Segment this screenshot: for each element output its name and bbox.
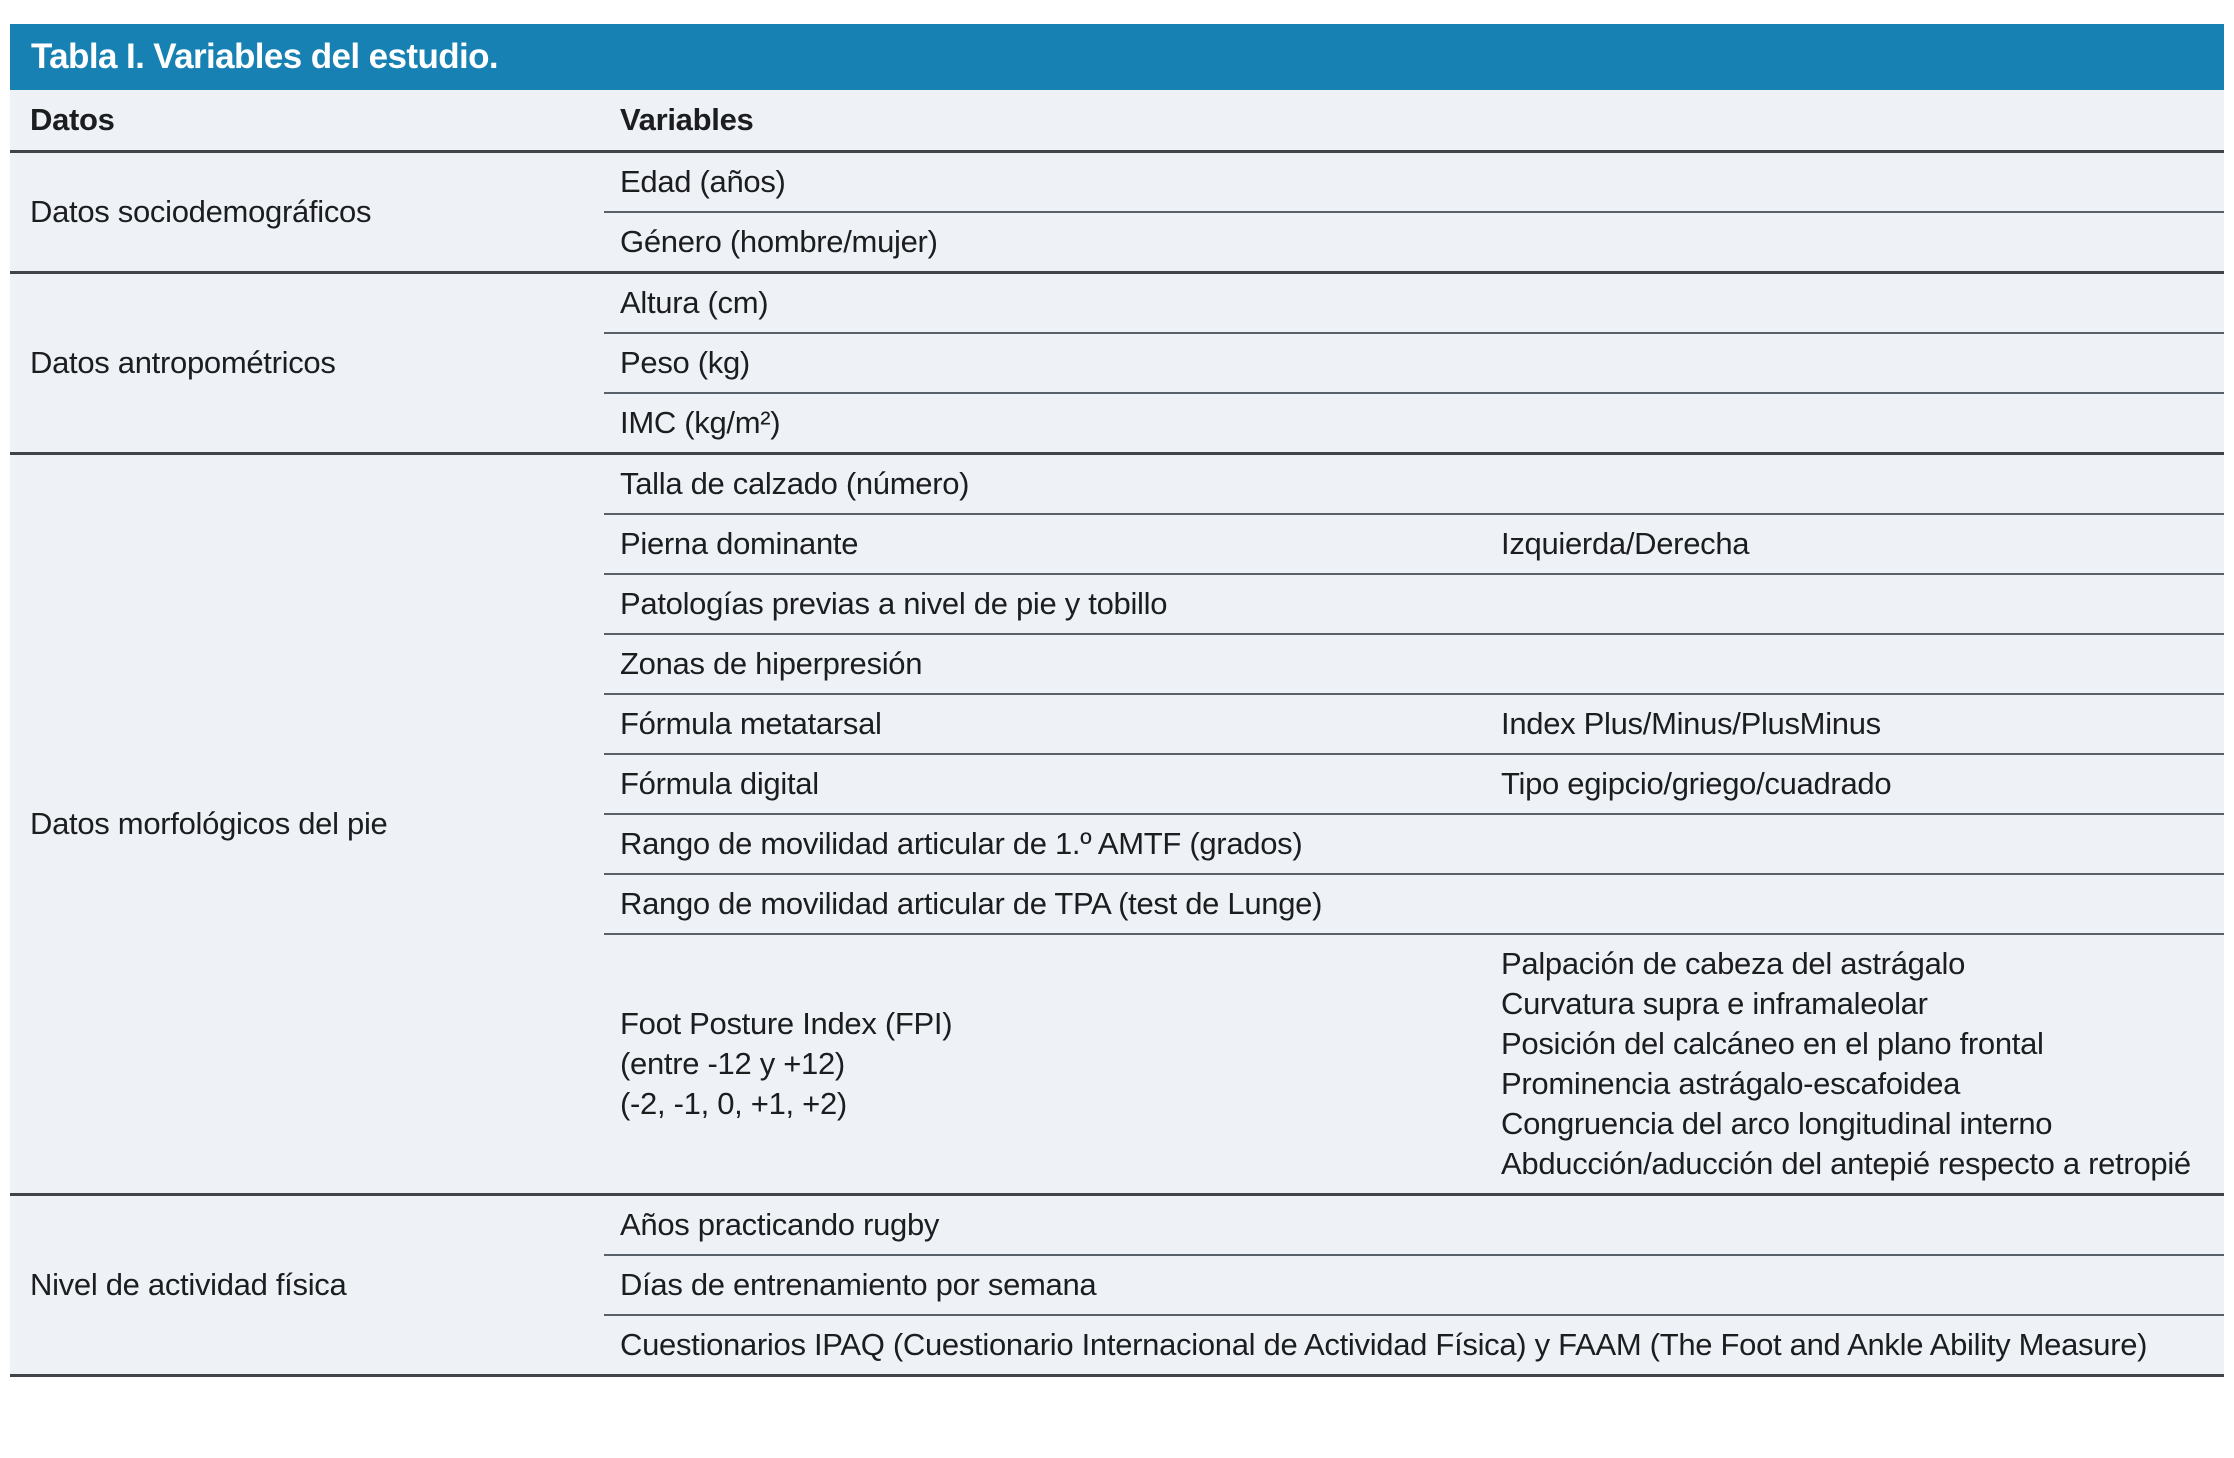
table-row <box>604 873 2224 933</box>
variable-cell: Años practicando rugby <box>620 1207 940 1242</box>
value-cell: Index Plus/Minus/PlusMinus <box>1501 706 1881 741</box>
variable-cell: Cuestionarios IPAQ (Cuestionario Internacional de Actividad Física) y FAAM (The Foot and Ankle Ability Measure) <box>620 1327 2148 1362</box>
table-title: Tabla I. Variables del estudio. <box>31 37 499 76</box>
variable-cell: Pierna dominante <box>620 526 859 561</box>
fpi-criterion: Prominencia astrágalo-escafoidea <box>1501 1066 1961 1101</box>
variable-cell: Días de entrenamiento por semana <box>620 1267 1097 1302</box>
fpi-criterion: Abducción/aducción del antepié respecto a retropié <box>1501 1146 2191 1181</box>
fpi-criterion: Palpación de cabeza del astrágalo <box>1501 946 1966 981</box>
variable-cell: Fórmula digital <box>620 766 819 801</box>
table-row <box>604 455 2224 513</box>
table-row <box>604 813 2224 873</box>
group-label: Nivel de actividad física <box>30 1267 347 1302</box>
table-row <box>604 573 2224 633</box>
variable-cell: IMC (kg/m²) <box>620 405 781 440</box>
table-row <box>604 513 2224 573</box>
table-row <box>604 1196 2224 1254</box>
group-rows <box>604 1196 2224 1374</box>
variable-cell: Fórmula metatarsal <box>620 706 882 741</box>
group-sociodemograficos <box>10 150 2224 271</box>
variable-cell: Edad (años) <box>620 164 786 199</box>
group-rows <box>604 153 2224 271</box>
variable-cell-fpi <box>620 1004 1495 1124</box>
group-rows <box>604 274 2224 452</box>
value-cell: Izquierda/Derecha <box>1501 526 1750 561</box>
table-row <box>604 392 2224 452</box>
group-antropometricos <box>10 271 2224 452</box>
fpi-line: Foot Posture Index (FPI) <box>620 1006 953 1041</box>
variable-cell: Zonas de hiperpresión <box>620 646 923 681</box>
group-rows <box>604 455 2224 1193</box>
value-cell-fpi-criteria <box>1495 944 2224 1184</box>
group-label: Datos morfológicos del pie <box>30 806 388 841</box>
table-row <box>604 693 2224 753</box>
fpi-criterion: Curvatura supra e inframaleolar <box>1501 986 1928 1021</box>
column-header-datos: Datos <box>30 102 115 137</box>
table-title-bar <box>10 24 2224 90</box>
variable-cell: Género (hombre/mujer) <box>620 224 938 259</box>
value-cell: Tipo egipcio/griego/cuadrado <box>1501 766 1892 801</box>
variable-cell: Rango de movilidad articular de 1.º AMTF (grados) <box>620 826 1303 861</box>
table-row <box>604 753 2224 813</box>
group-label: Datos antropométricos <box>30 345 336 380</box>
column-header-variables: Variables <box>620 102 754 137</box>
variable-cell: Rango de movilidad articular de TPA (test de Lunge) <box>620 886 1323 921</box>
variables-table <box>10 90 2224 1377</box>
column-header-row <box>10 90 2224 150</box>
table-container <box>10 24 2224 1377</box>
table-row <box>604 274 2224 332</box>
variable-cell: Altura (cm) <box>620 285 769 320</box>
variable-cell: Peso (kg) <box>620 345 750 380</box>
group-actividad-fisica <box>10 1193 2224 1374</box>
group-label: Datos sociodemográficos <box>30 194 372 229</box>
group-morfologicos <box>10 452 2224 1193</box>
table-row <box>604 1254 2224 1314</box>
variable-cell: Patologías previas a nivel de pie y tobillo <box>620 586 1168 621</box>
fpi-line: (entre -12 y +12) <box>620 1046 845 1081</box>
table-row <box>604 1314 2224 1374</box>
table-row <box>604 633 2224 693</box>
table-row-fpi <box>604 933 2224 1193</box>
table-row <box>604 332 2224 392</box>
fpi-criterion: Congruencia del arco longitudinal interno <box>1501 1106 2053 1141</box>
fpi-line: (-2, -1, 0, +1, +2) <box>620 1086 847 1121</box>
fpi-criterion: Posición del calcáneo en el plano frontal <box>1501 1026 2044 1061</box>
variable-cell: Talla de calzado (número) <box>620 466 970 501</box>
table-row <box>604 153 2224 211</box>
table-row <box>604 211 2224 271</box>
